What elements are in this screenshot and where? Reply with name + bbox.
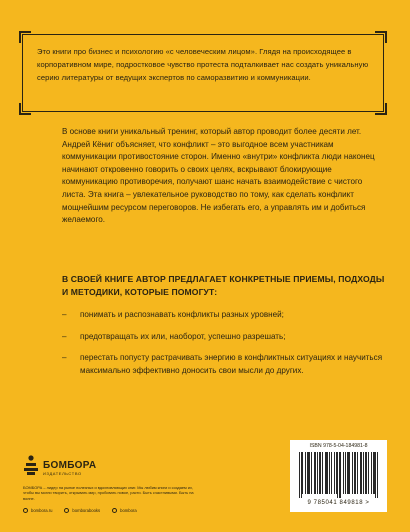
barcode-bar xyxy=(355,452,356,494)
barcode-digits: 9 785041 849818 > xyxy=(307,500,370,506)
barcode-bar xyxy=(327,452,328,494)
dash-icon: – xyxy=(62,310,67,319)
benefits-heading: В СВОЕЙ КНИГЕ АВТОР ПРЕДЛАГАЕТ КОНКРЕТНЫЕ ПРИЕМЫ, ПОДХОДЫ И МЕТОДИКИ, КОТОРЫЕ ПОМОГУТ: xyxy=(62,274,385,297)
barcode-bar xyxy=(373,452,374,494)
barcode-bar xyxy=(307,452,308,494)
frame-corner xyxy=(19,31,31,43)
barcode-bar xyxy=(371,452,372,494)
barcode-bar xyxy=(301,452,302,498)
barcode-bar xyxy=(322,452,323,494)
intro-frame xyxy=(22,34,384,112)
barcode-bar xyxy=(374,452,375,494)
bombora-logo-icon xyxy=(23,455,39,475)
barcode-bar xyxy=(343,452,344,494)
list-item-text: понимать и распознавать конфликты разных уровней; xyxy=(80,310,284,319)
barcode-bar xyxy=(340,452,341,498)
barcode-box xyxy=(290,440,387,512)
globe-icon xyxy=(23,508,28,513)
annotation-text: В основе книги уникальный тренинг, который автор проводит более десяти лет. Андрей Кёниг объясняет, что конфликт – это выгодное всем участникам коммуникации противостояние сторон. Именно «внутри» конфликта люди наконец начинают откровенно говорить о своих целях, вскрывают блокирующие коммуникацию противоречия, получают шанс начать взаимодействие с чистого листа. Эта книга – увлекательное руководство по тому, как сделать конфликт мощнейшим ресурсом переговоров. Не избегать его, а управлять им и добиться желаемого. xyxy=(62,127,375,225)
barcode-bar xyxy=(363,452,364,494)
barcode-bar xyxy=(317,452,318,494)
list-item-text: перестать попусту растрачивать энергию в конфликтных ситуациях и научиться максимально эффективно доносить свои мысли до других. xyxy=(80,353,383,375)
barcode-bar xyxy=(334,452,335,494)
barcode-bar xyxy=(360,452,361,494)
barcode-bar xyxy=(357,452,358,494)
barcode-bar xyxy=(354,452,355,494)
barcode-bar xyxy=(331,452,332,494)
barcode-bar xyxy=(308,452,309,494)
list-item xyxy=(62,309,392,322)
barcode-bar xyxy=(366,452,367,494)
barcode-bar xyxy=(365,452,366,494)
barcode-bar xyxy=(375,452,376,498)
barcode-bar xyxy=(329,452,330,494)
barcode-bar xyxy=(348,452,349,494)
barcode-bar xyxy=(311,452,312,494)
dash-icon: – xyxy=(62,331,67,341)
benefits-list xyxy=(62,309,392,386)
publisher-tagline: БОМБОРА – лидер на рынке полезных и вдохновляющих книг. Мы любим книги и создаем их, чтобы вы могли творить, открывать мир, пробовать новое, расти. Быть счастливыми. Быть на волне. xyxy=(23,485,194,501)
list-item xyxy=(62,352,392,377)
frame-corner xyxy=(19,103,31,115)
barcode-bar xyxy=(309,452,310,494)
publisher-brand: БОМБОРА xyxy=(43,460,97,471)
isbn-text: ISBN 978-5-04-184981-8 xyxy=(309,443,368,449)
barcode-bar xyxy=(349,452,350,494)
barcode-bar xyxy=(326,452,327,494)
barcode-bar xyxy=(325,452,326,494)
website-link[interactable]: bombora.ru xyxy=(23,508,52,513)
publisher-sub: ИЗДАТЕЛЬСТВО xyxy=(43,471,82,476)
barcode-bar xyxy=(368,452,369,494)
barcode-bar xyxy=(315,452,316,494)
intro-text: Это книги про бизнес и психологию «с человеческим лицом». Глядя на происходящее в корпоративном мире, подростковое чувство протеста подталкивает нас создать уникальную серию литературы от ведущих экспертов по саморазвитию и коммуникации. xyxy=(37,47,369,83)
barcode-bar xyxy=(339,452,340,498)
barcode-bar xyxy=(299,452,300,498)
publisher-links xyxy=(23,508,213,513)
social-link[interactable]: bombora xyxy=(112,508,137,513)
social-icon xyxy=(64,508,69,513)
publisher-logo xyxy=(23,455,103,489)
barcode-bar xyxy=(345,452,346,494)
barcode-bar xyxy=(314,452,315,494)
frame-corner xyxy=(375,31,387,43)
barcode-bar xyxy=(319,452,320,494)
barcode-bar xyxy=(302,452,303,494)
barcode-icon xyxy=(299,452,378,498)
barcode-bar xyxy=(336,452,337,494)
barcode-bar xyxy=(347,452,348,494)
list-item-text: предотвращать их или, наоборот, успешно разрешать; xyxy=(80,331,286,341)
barcode-bar xyxy=(320,452,321,494)
barcode-bar xyxy=(377,452,378,498)
frame-corner xyxy=(375,103,387,115)
barcode-bar xyxy=(337,452,338,498)
barcode-bar xyxy=(305,452,306,494)
barcode-bar xyxy=(352,452,353,494)
social-icon xyxy=(112,508,117,513)
dash-icon: – xyxy=(62,353,67,363)
barcode-bar xyxy=(361,452,362,494)
social-link[interactable]: bomborabooks xyxy=(64,508,100,513)
list-item xyxy=(62,331,392,344)
